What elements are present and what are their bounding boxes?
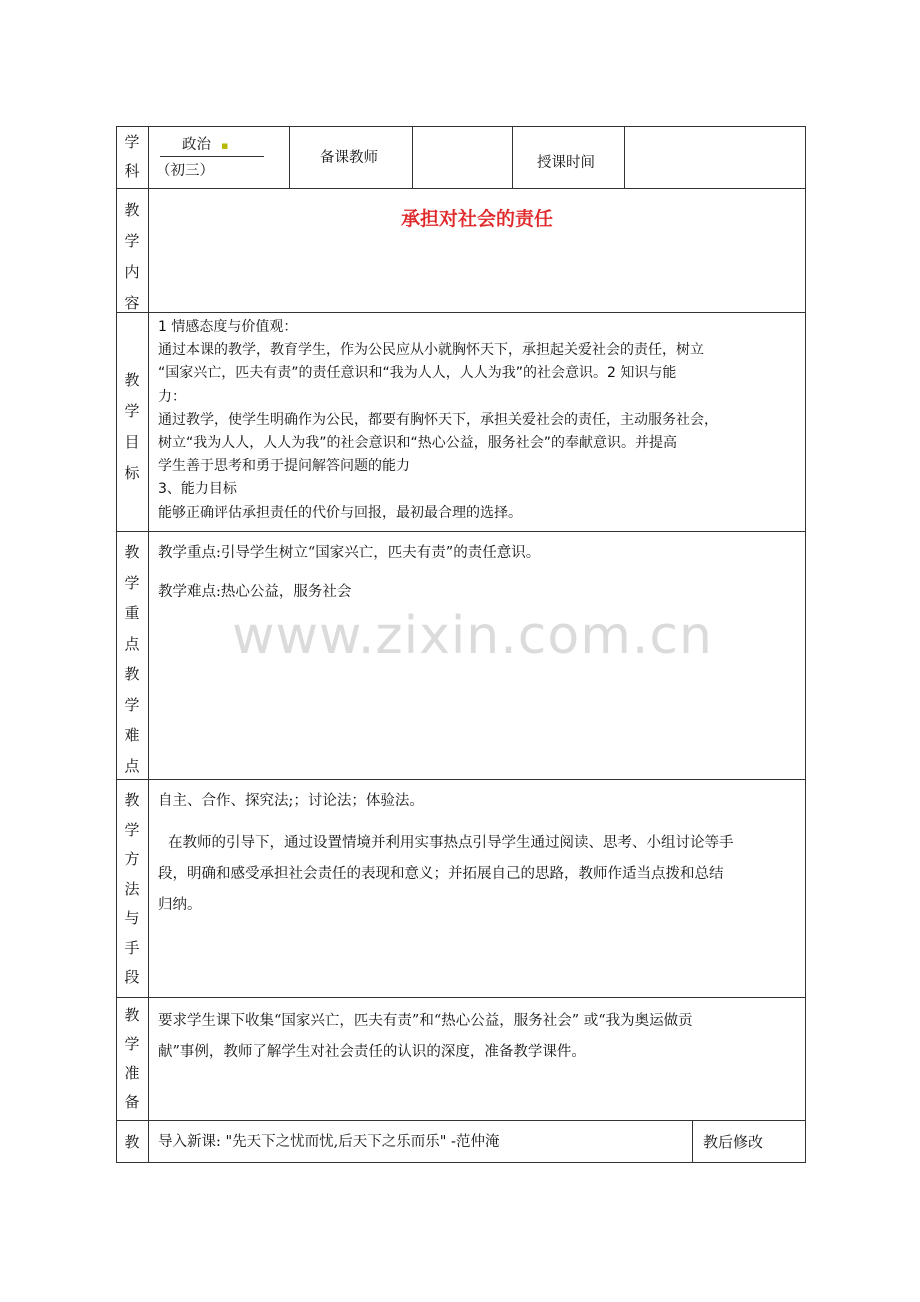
teacher-label: 备课教师 <box>320 150 378 166</box>
header-divider <box>289 126 290 188</box>
header-divider <box>512 126 513 188</box>
revision-divider <box>692 1120 693 1162</box>
row-divider <box>116 997 806 998</box>
difficulty-text: 教学难点:热心公益，服务社会 <box>158 584 352 600</box>
table-border-right <box>805 126 806 1163</box>
preparation-line: 献”事例，教师了解学生对社会责任的认识的深度，准备教学课件。 <box>158 1044 586 1060</box>
process-label: 教 <box>124 1133 140 1151</box>
subject-text: 政治 <box>182 137 211 153</box>
row-divider <box>116 779 806 780</box>
methods-line1: 自主、合作、探究法;；讨论法；体验法。 <box>158 793 424 809</box>
goals-line: 力： <box>158 388 186 405</box>
process-intro: 导入新课: "先天下之忧而忧,后天下之乐而乐" -范仲淹 <box>158 1134 500 1150</box>
content-label: 教学内容 <box>124 201 140 312</box>
goals-label: 教学目标 <box>124 371 140 482</box>
preparation-label: 教学准备 <box>124 1006 140 1111</box>
preparation-text <box>158 1006 798 1068</box>
teacher-value[interactable] <box>416 146 508 170</box>
time-label: 授课时间 <box>537 155 595 171</box>
goals-line: 3、能力目标 <box>158 481 237 498</box>
time-value[interactable] <box>628 146 800 170</box>
methods-text <box>158 828 798 921</box>
keypoints-label: 教学重点教学难点 <box>124 543 140 775</box>
row-divider <box>116 1120 806 1121</box>
subject-label: 学科 <box>124 133 140 180</box>
goals-line: “国家兴亡，匹夫有责”的责任意识和“我为人人，人人为我”的社会意识。2 知识与能 <box>158 365 677 382</box>
goals-line: 1 情感态度与价值观： <box>158 319 298 335</box>
grade-value: （初三） <box>156 163 214 179</box>
site-watermark: www.zixin.com.cn <box>232 606 713 666</box>
preparation-line: 要求学生课下收集“国家兴亡，匹夫有责”和“热心公益，服务社会” 或“我为奥运做贡 <box>158 1013 693 1029</box>
goals-line: 通过教学，使学生明确作为公民，都要有胸怀天下，承担关爱社会的责任，主动服务社会， <box>158 411 718 428</box>
header-divider <box>624 126 625 188</box>
methods-label: 教学方法与手段 <box>124 791 140 986</box>
edit-mark-icon: ▪ <box>221 139 229 152</box>
goals-text <box>158 316 798 525</box>
goals-line: 能够正确评估承担责任的代价与回报，最初最合理的选择。 <box>158 504 522 521</box>
row-divider <box>116 188 806 189</box>
methods-line: 归纳。 <box>158 897 202 913</box>
methods-line: 在教师的引导下，通过设置情境并利用实事热点引导学生通过阅读、思考、小组讨论等手 <box>168 835 734 851</box>
focus-text: 教学重点:引导学生树立“国家兴亡，匹夫有责”的责任意识。 <box>158 545 541 561</box>
table-border-bottom <box>116 1162 806 1163</box>
header-divider <box>412 126 413 188</box>
goals-line: 树立“我为人人，人人为我”的社会意识和“热心公益，服务社会”的奉献意识。并提高 <box>158 435 678 452</box>
goals-line: 通过本课的教学，教育学生，作为公民应从小就胸怀天下，承担起关爱社会的责任，树立 <box>158 342 704 359</box>
revision-label: 教后修改 <box>703 1133 764 1151</box>
goals-line: 学生善于思考和勇于提问解答问题的能力 <box>158 458 410 475</box>
methods-line: 段，明确和感受承担社会责任的表现和意义；并拓展自己的思路，教师作适当点拨和总结 <box>158 866 724 882</box>
row-divider <box>116 531 806 532</box>
table-border-top <box>116 126 806 127</box>
subject-value <box>160 135 264 157</box>
label-column-divider <box>148 126 149 1163</box>
lesson-title: 承担对社会的责任 <box>400 208 553 230</box>
row-divider <box>116 312 806 313</box>
